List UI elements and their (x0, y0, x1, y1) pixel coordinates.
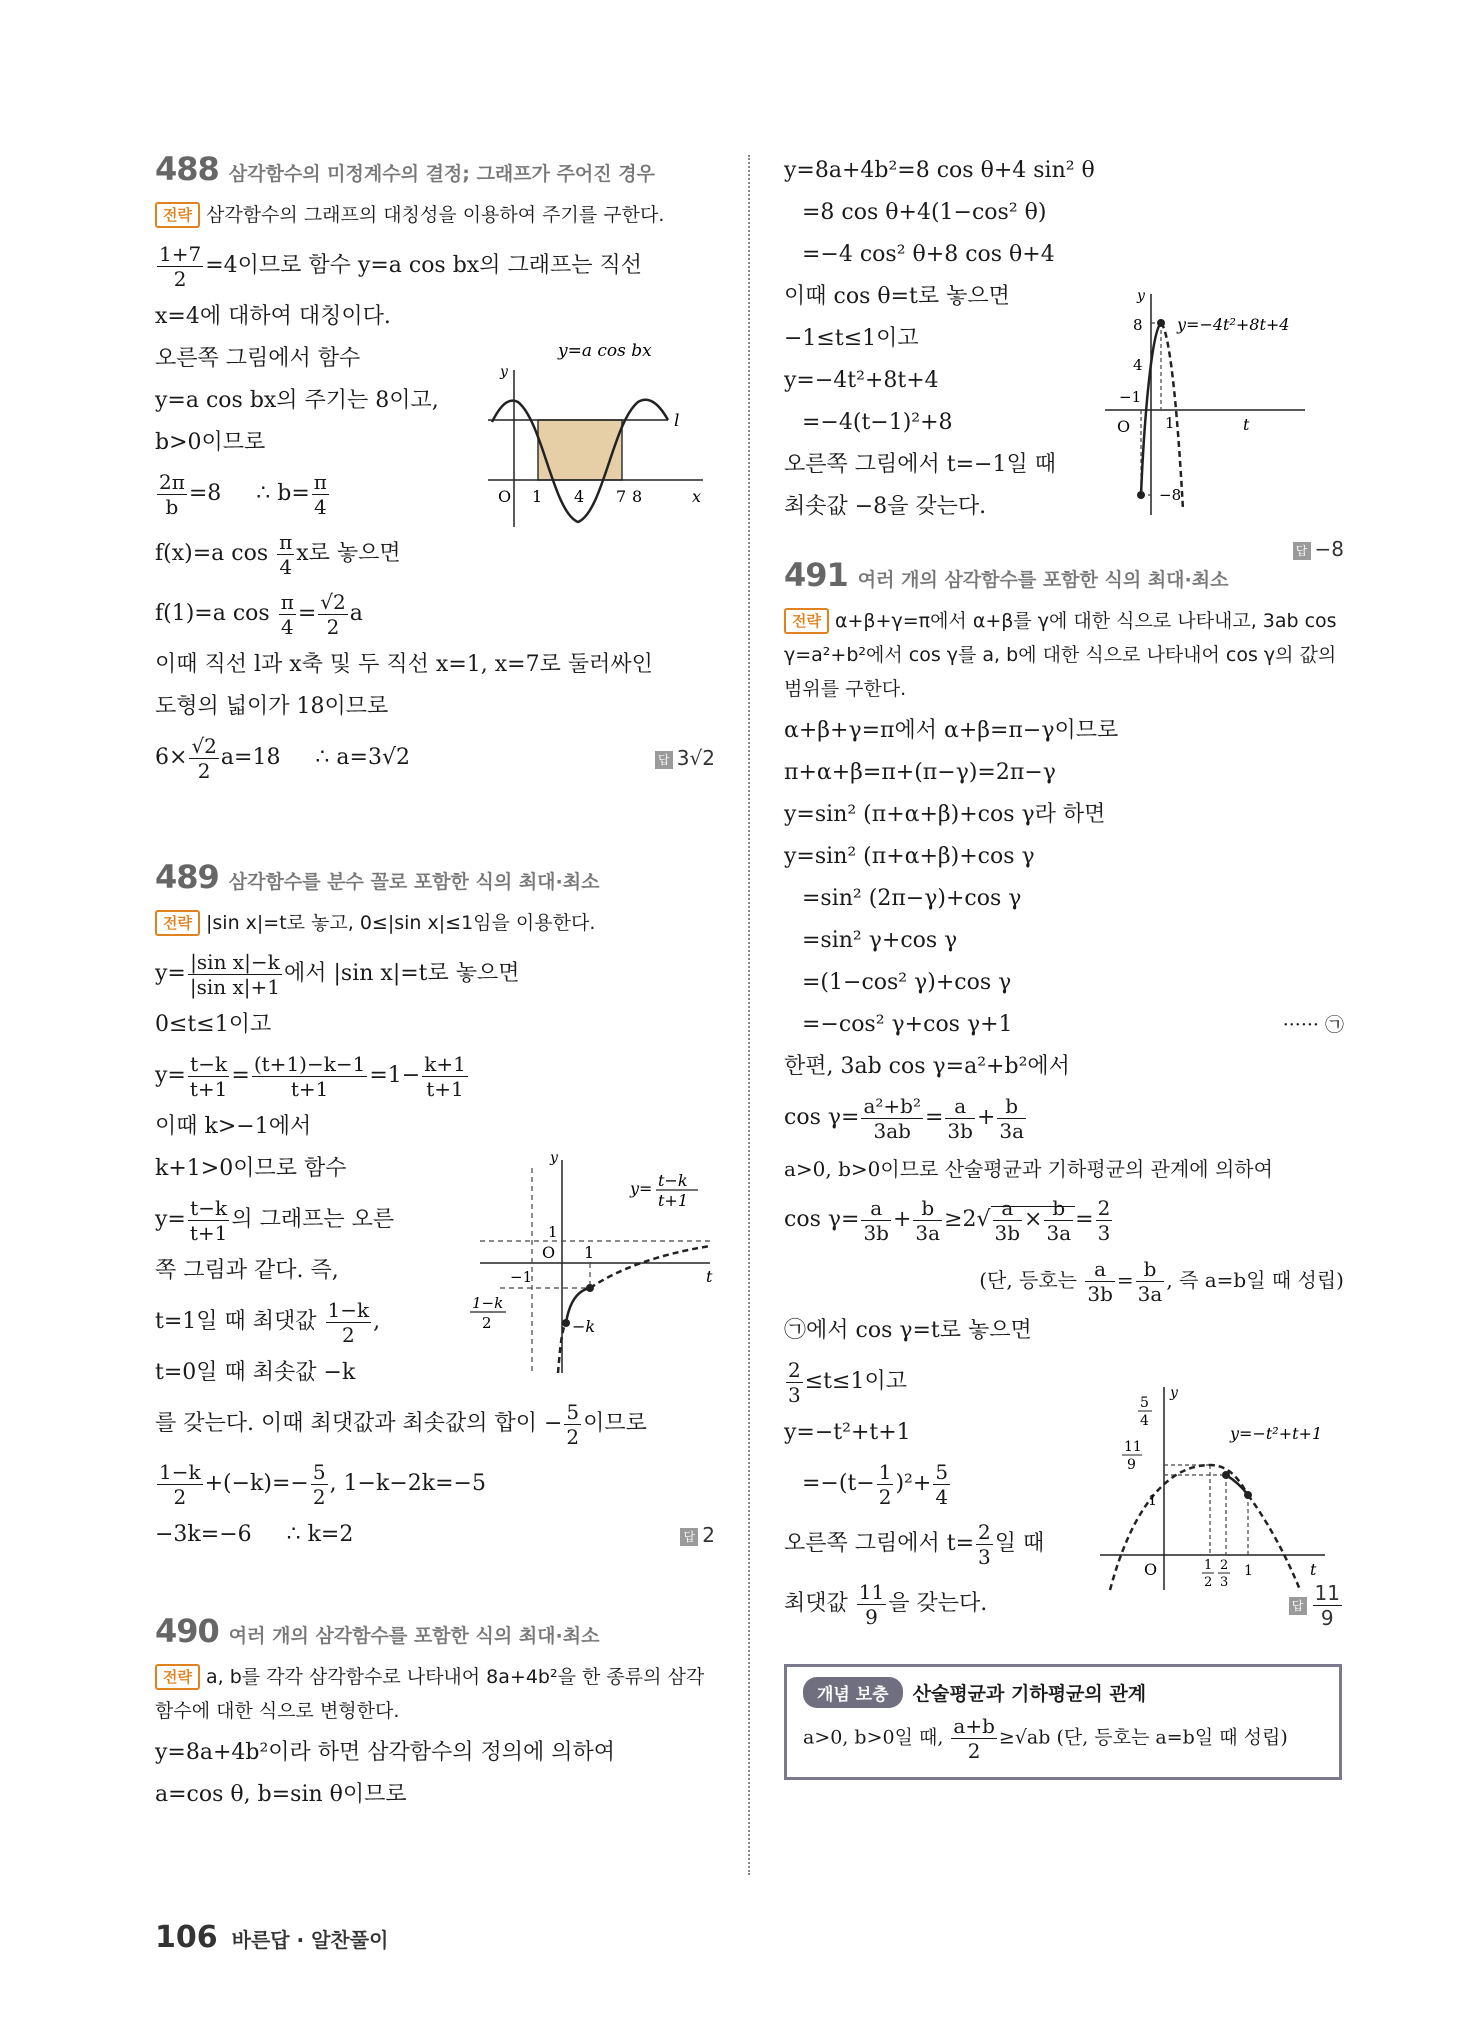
min-point (562, 1319, 570, 1327)
answer-491: 답 $\frac{11}{9}$ (1289, 1574, 1344, 1634)
curve-dashed-right (590, 1246, 710, 1288)
tick-o: O (498, 487, 512, 506)
t-tick-1: 1 (1165, 414, 1175, 432)
concept-body: a>0, b>0일 때, $\frac{a+b}{2}$ ≥√ab (단, 등호는 a=b일 때 성립) (803, 1714, 1288, 1763)
max-label-den: 2 (482, 1314, 492, 1332)
solution-line: 이때 cos θ=t로 놓으면 (784, 284, 1010, 309)
line-label: l (674, 411, 680, 431)
solution-line: y= $\frac{t-k}{t+1}$ = $\frac{(t+1)-k-1}{t+1}$ =1− $\frac{k+1}{t+1}$ (155, 1051, 466, 1101)
solution-line: =−(t− $\frac{1}{2}$ )²+ $\frac{5}{4}$ (802, 1459, 949, 1509)
problem-title: 여러 개의 삼각함수를 포함한 식의 최대·최소 (857, 569, 1229, 591)
page-number: 106 (155, 1920, 218, 1955)
problem-number: 490 (155, 1612, 219, 1650)
solution-line: y=8a+4b²이라 하면 삼각함수의 정의에 의하여 (155, 1740, 616, 1765)
solution-line: t=1일 때 최댓값 $\frac{1-k}{2}$ , (155, 1297, 381, 1347)
solution-line: y=−t²+t+1 (784, 1420, 911, 1445)
concept-box (784, 1664, 1342, 1780)
strategy-text: 삼각함수의 그래프의 대칭성을 이용하여 주기를 구한다. (205, 204, 665, 226)
origin: O (542, 1243, 556, 1262)
min-label: −k (572, 1317, 596, 1336)
solution-line: 오른쪽 그림에서 함수 (155, 346, 361, 371)
origin: O (1117, 417, 1131, 436)
t-half-den: 2 (1204, 1575, 1213, 1590)
solution-line: a>0, b>0이므로 산술평균과 기하평균의 관계에 의하여 (784, 1157, 1273, 1181)
curve-label-y: y= (630, 1179, 653, 1198)
solution-line: y=sin² (π+α+β)+cos γ (784, 844, 1035, 869)
strategy-488 (155, 198, 715, 232)
fraction: $\frac{1+7}{2}$ (159, 241, 202, 291)
solution-line: cos γ= $\frac{\text{a²+b²}}{3ab}$ = $\frac{a}{3b}$ + $\frac{b}{3a}$ (784, 1093, 1025, 1143)
solution-line: ㉠에서 cos γ=t로 놓으면 (784, 1318, 1032, 1343)
tick-4: 4 (574, 487, 585, 506)
graph-489 (470, 1148, 720, 1378)
solution-line: π+α+β=π+(π−γ)=2π−γ (784, 760, 1056, 785)
y119-den: 9 (1127, 1457, 1136, 1473)
solution-line: t=0일 때 최솟값 −k (155, 1360, 356, 1385)
max-point (1157, 319, 1165, 327)
y119-num: 11 (1124, 1439, 1142, 1455)
y-axis-label: y (500, 364, 508, 380)
max-point (586, 1284, 594, 1292)
solution-line: $\frac{1-k}{2}$ +(−k)=− $\frac{5}{2}$ , 1−k−2k=−5 (159, 1459, 486, 1509)
solution-line: $\frac{2\pi}{b}$ =8 ∴ b= $\frac{\pi}{4}$ (159, 469, 327, 519)
y-tick-1: 1 (548, 1223, 558, 1241)
y-axis-label: y (1170, 1385, 1178, 1401)
problem-number: 489 (155, 858, 219, 896)
curve-label: y=−t²+t+1 (1230, 1424, 1323, 1443)
curve-label: y=a cos bx (558, 341, 652, 361)
x-tick-1: 1 (584, 1243, 595, 1262)
concept-tag: 개념 보충 (803, 1677, 903, 1708)
parabola-dashed-right (1248, 1495, 1300, 1590)
solution-line: y=−4t²+8t+4 (784, 368, 939, 393)
x-axis-label: x (692, 487, 702, 506)
strategy-491 (784, 604, 1344, 706)
t-two-thirds-den: 3 (1220, 1575, 1229, 1590)
min-point (1137, 491, 1145, 499)
solution-line: 오른쪽 그림에서 t=−1일 때 (784, 452, 1056, 477)
solution-line: 최댓값 $\frac{11}{9}$ 을 갖는다. 답 $\frac{11}{9}$ (784, 1574, 1344, 1634)
solution-line: (단, 등호는 $\frac{a}{3b}$ = $\frac{b}{3a}$ , 즉 a=b일 때 성립) (979, 1257, 1344, 1306)
tick-1: 1 (532, 487, 543, 506)
t-half-num: 1 (1204, 1558, 1213, 1573)
solution-line: =−4(t−1)²+8 (802, 410, 953, 435)
graph-488 (488, 341, 708, 532)
y-tick-1: 1 (1148, 1493, 1157, 1509)
solution-line: k+1>0이므로 함수 (155, 1156, 347, 1181)
column-divider (748, 155, 750, 1875)
graph-490 (1105, 290, 1345, 520)
solution-line: f(x)=a cos $\frac{\pi}{4}$ x로 놓으면 (155, 529, 401, 579)
solution-line: α+β+γ=π에서 α+β=π−γ이므로 (784, 718, 1119, 743)
max-label-num: 1−k (472, 1294, 504, 1312)
solution-line: y=a cos bx의 주기는 8이고, (155, 388, 439, 413)
solution-line: f(1)=a cos $\frac{\pi}{4}$ = $\frac{√2}{2}$ a (155, 589, 363, 639)
problem-489-header (155, 858, 715, 896)
solution-line: 6× $\frac{√2}{2}$ a=18 ∴ a=3√2 답 3√2 (155, 728, 715, 788)
page-footer (155, 1920, 388, 1955)
problem-number: 488 (155, 150, 219, 188)
solution-line: 한편, 3ab cos γ=a²+b²에서 (784, 1054, 1070, 1079)
answer-490: 답 −8 (1293, 528, 1344, 570)
t-tick-1: 1 (1244, 1563, 1253, 1579)
problem-number: 491 (784, 556, 848, 594)
end-point (1244, 1491, 1252, 1499)
t-tick-neg1: −1 (1119, 388, 1142, 406)
t-axis-label: t (1310, 1560, 1317, 1579)
max-point (1222, 1471, 1230, 1479)
strategy-tag: 전략 (155, 910, 200, 936)
x-tick-neg1: −1 (510, 1268, 533, 1286)
solution-line: x=4에 대하여 대칭이다. (155, 304, 391, 329)
y54-num: 5 (1140, 1395, 1149, 1411)
solution-line: =−4 cos² θ+8 cos θ+4 (802, 242, 1055, 267)
curve-label: y=−4t²+8t+4 (1177, 315, 1290, 334)
strategy-text: a, b를 각각 삼각함수로 나타내어 8a+4b²을 한 종류의 삼각함수에 대한 식으로 변형한다. (155, 1666, 705, 1722)
y-tick-neg8: −8 (1159, 486, 1182, 504)
curve-label-num: t−k (658, 1171, 688, 1190)
t-two-thirds-num: 2 (1220, 1558, 1229, 1573)
tick-7: 7 (616, 487, 627, 506)
solution-line: y= $\frac{\text{|sin x|−k}}{\text{|sin x|+1}}$ 에서 |sin x|=t로 놓으면 (155, 949, 520, 999)
strategy-text: α+β+γ=π에서 α+β를 γ에 대한 식으로 나타내고, 3ab cos γ=a²+b²에서 cos γ를 a, b에 대한 식으로 나타내어 cos γ의 값의 범위를 구한다. (784, 610, 1337, 700)
y54-den: 4 (1140, 1413, 1149, 1429)
strategy-tag: 전략 (155, 202, 200, 228)
strategy-tag: 전략 (155, 1664, 200, 1690)
origin: O (1144, 1560, 1158, 1579)
y-tick-4: 4 (1133, 356, 1143, 374)
problem-491-header (784, 556, 1293, 594)
problem-488-header (155, 150, 715, 188)
solution-line: −1≤t≤1이고 (784, 326, 919, 351)
strategy-tag: 전략 (784, 608, 829, 634)
solution-line: =sin² γ+cos γ (802, 928, 958, 953)
problem-title: 삼각함수의 미정계수의 결정; 그래프가 주어진 경우 (228, 163, 655, 185)
curve-label-den: t+1 (658, 1191, 689, 1210)
solution-line: y=8a+4b²=8 cos θ+4 sin² θ (784, 158, 1095, 183)
solution-line: 이때 직선 l과 x축 및 두 직선 x=1, x=7로 둘러싸인 (155, 652, 653, 677)
solution-line: 최솟값 −8을 갖는다. (784, 494, 987, 519)
solution-line: a=cos θ, b=sin θ이므로 (155, 1782, 407, 1807)
solution-line: $\frac{2}{3}$ ≤t≤1이고 (788, 1357, 907, 1407)
solution-line: cos γ= $\frac{a}{3b}$ + $\frac{b}{3a}$ ≥2√ $\frac{a}{3b}$ × $\frac{b}{3a}$ = $\frac{2}{3}$ (784, 1195, 1111, 1245)
strategy-490 (155, 1660, 715, 1728)
answer-488: 답 3√2 (655, 728, 715, 788)
tick-8: 8 (632, 487, 643, 506)
solution-line: y= $\frac{t-k}{t+1}$ 의 그래프는 오른 (155, 1195, 395, 1245)
problem-title: 여러 개의 삼각함수를 포함한 식의 최대·최소 (228, 1625, 600, 1647)
answer-489: 답 2 (680, 1514, 715, 1556)
solution-line: =−cos² γ+cos γ+1 ······ ㉠ (802, 1012, 1344, 1037)
solution-line: 이때 k>−1에서 (155, 1114, 312, 1139)
solution-line: =sin² (2π−γ)+cos γ (802, 886, 1022, 911)
solution-line: y=sin² (π+α+β)+cos γ라 하면 (784, 802, 1106, 827)
solution-line: 쪽 그림과 같다. 즉, (155, 1258, 339, 1283)
y-axis-label: y (550, 1150, 558, 1166)
page-label: 바른답 · 알찬풀이 (231, 1928, 389, 1952)
solution-line: b>0이므로 (155, 430, 266, 455)
strategy-489 (155, 906, 715, 940)
solution-line: =8 cos θ+4(1−cos² θ) (802, 200, 1047, 225)
y-axis-label: y (1137, 288, 1145, 304)
solution-line: 0≤t≤1이고 (155, 1012, 272, 1037)
solution-line: −3k=−6 ∴ k=2 답 2 (155, 1514, 715, 1556)
problem-title: 삼각함수를 분수 꼴로 포함한 식의 최대·최소 (228, 871, 600, 893)
solution-line: 를 갖는다. 이때 최댓값과 최솟값의 합이 − $\frac{5}{2}$ 이므로 (155, 1399, 647, 1449)
graph-491 (1100, 1385, 1345, 1595)
y-tick-8: 8 (1133, 316, 1143, 334)
solution-line: 도형의 넓이가 18이므로 (155, 694, 389, 719)
solution-line: 오른쪽 그림에서 t= $\frac{2}{3}$ 일 때 (784, 1519, 1045, 1569)
problem-490-header (155, 1612, 715, 1650)
concept-title: 산술평균과 기하평균의 관계 (912, 1683, 1147, 1705)
solution-line: $\frac{1+7}{2}$ =4이므로 함수 y=a cos bx의 그래프는 직선 (159, 241, 642, 291)
t-axis-label: t (706, 1267, 713, 1286)
t-axis-label: t (1243, 415, 1250, 434)
strategy-text: |sin x|=t로 놓고, 0≤|sin x|≤1임을 이용한다. (205, 912, 596, 934)
solution-line: =(1−cos² γ)+cos γ (802, 970, 1012, 995)
